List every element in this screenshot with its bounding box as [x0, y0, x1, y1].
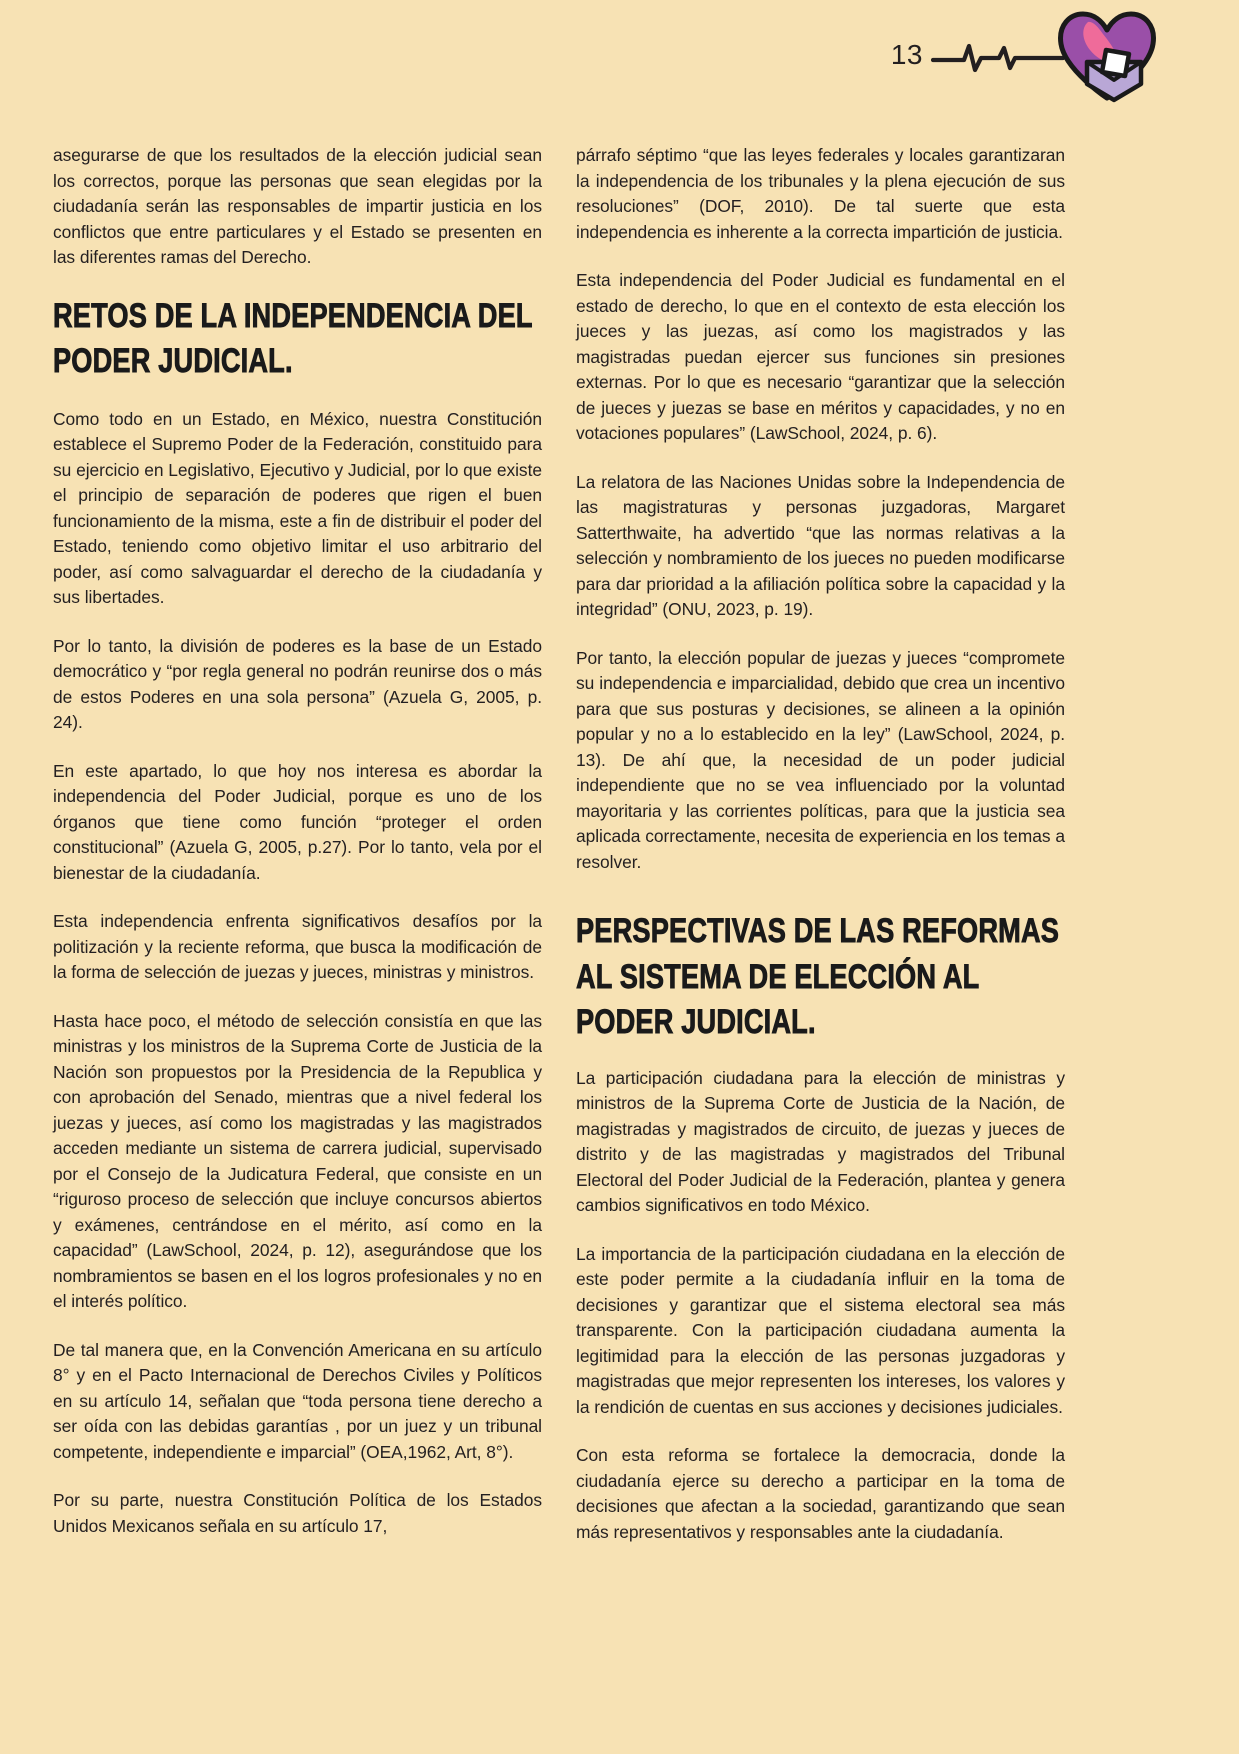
paragraph: Por su parte, nuestra Constitución Política de los Estados Unidos Mexicanos señala en su artículo 17,	[53, 1490, 542, 1536]
left-column	[53, 143, 542, 1545]
paragraph: De tal manera que, en la Convención Americana en su artículo 8° y en el Pacto Internacional de Derechos Civiles y Políticos en su artículo 14, señalan que “toda persona tiene derecho a ser oída con las debidas garantías , por un juez y un tribunal competente, independiente e imparcial” (OEA,1962, Art, 8°).	[53, 1339, 542, 1462]
paragraph: Esta independencia enfrenta significativos desafíos por la politización y la reciente reforma, que busca la modificación de la forma de selección de juezas y jueces, ministras y ministros.	[53, 911, 542, 983]
paragraph: Por lo tanto, la división de poderes es la base de un Estado democrático y “por regla general no podrán reunirse dos o más de estos Poderes en una sola persona” (Azuela G, 2005, p. 24).	[53, 635, 542, 733]
paragraph: La participación ciudadana para la elección de ministras y ministros de la Suprema Corte de Justicia de la Nación, de magistradas y magistrados de circuito, de juezas y jueces de distrito y de las magistradas y magistrados del Tribunal Electoral del Poder Judicial de la Federación, plantea y genera cambios significativos en todo México.	[576, 1067, 1065, 1216]
paragraph: Con esta reforma se fortalece la democracia, donde la ciudadanía ejerce su derecho a participar en la toma de decisiones que afectan a la sociedad, garantizando que sean más representativos y responsables ante la ciudadanía.	[576, 1445, 1065, 1542]
heartbeat-line-icon	[931, 36, 1067, 76]
section-heading-perspectivas: PERSPECTIVAS DE LAS REFORMAS AL SISTEMA DE ELECCIÓN AL PODER JUDICIAL.	[576, 912, 1060, 1042]
section-heading-retos: RETOS DE LA INDEPENDENCIA DEL PODER JUDICIAL.	[53, 296, 533, 381]
paragraph: Como todo en un Estado, en México, nuestra Constitución establece el Supremo Poder de la Federación, constituido para su ejercicio en Legislativo, Ejecutivo y Judicial, por lo que existe el principio de separación de poderes que rigen el buen funcionamiento de la misma, este a fin de distribuir el poder del Estado, teniendo como objetivo limitar el uso arbitrario del poder, así como salvaguardar el derecho de la ciudadanía y sus libertades.	[53, 408, 542, 608]
paragraph: Por tanto, la elección popular de juezas y jueces “compromete su independencia e imparcialidad, debido que crea un incentivo para que sus posturas y decisiones, se alineen a la opinión popular y no a lo establecido en la ley” (LawSchool, 2024, p. 13). De ahí que, la necesidad de un poder judicial independiente que no se vea influenciado por la voluntad mayoritaria y las corrientes políticas, para que la justicia sea aplicada correctamente, necesita de experiencia en los temas a resolver.	[576, 647, 1065, 872]
paragraph: Hasta hace poco, el método de selección consistía en que las ministras y los ministros de la Suprema Corte de Justicia de la Nación son propuestos por la Presidencia de la Republica y con aprobación del Senado, mientras que a nivel federal los juezas y jueces, así como los magistradas y las magistrados acceden mediante un sistema de carrera judicial, supervisado por el Consejo de la Judicatura Federal, que consiste en un “riguroso proceso de selección que incluye concursos abiertos y exámenes, centrándose en el mérito, así como en la capacidad” (LawSchool, 2024, p. 12), asegurándose que los nombramientos se basen en el los logros profesionales y no en el interés político.	[53, 1010, 542, 1312]
heart-with-ballot-envelope-icon	[1053, 8, 1161, 104]
folio-group	[891, 8, 1161, 104]
two-column-body	[53, 143, 1188, 1545]
page-number: 13	[890, 39, 923, 70]
paragraph: En este apartado, lo que hoy nos interesa es abordar la independencia del Poder Judicial, porque es uno de los órganos que tiene como función “proteger el orden constitucional” (Azuela G, 2005, p.27). Por lo tanto, vela por el bienestar de la ciudadanía.	[53, 760, 542, 883]
paragraph: Esta independencia del Poder Judicial es fundamental en el estado de derecho, lo que en el contexto de esta elección los jueces y las juezas, así como los magistrados y las magistradas puedan ejercer sus funciones sin presiones externas. Por lo que es necesario “garantizar que la selección de jueces y juezas se base en méritos y capacidades, y no en votaciones populares” (LawSchool, 2024, p. 6).	[576, 270, 1065, 443]
page-header	[0, 0, 1239, 112]
paragraph: párrafo séptimo “que las leyes federales y locales garantizaran la independencia de los tribunales y la plena ejecución de sus resoluciones” (DOF, 2010). De tal suerte que esta independencia es inherente a la correcta impartición de justicia.	[576, 145, 1065, 242]
paragraph: La relatora de las Naciones Unidas sobre la Independencia de las magistraturas y personas juzgadoras, Margaret Satterthwaite, ha advertido “que las normas relativas a la selección y nombramiento de los jueces no pueden modificarse para dar prioridad a la afiliación política sobre la capacidad y la integridad” (ONU, 2023, p. 19).	[576, 471, 1065, 619]
right-column	[576, 143, 1065, 1545]
paragraph: La importancia de la participación ciudadana en la elección de este poder permite a la ciudadanía influir en la toma de decisiones y garantizar que el sistema electoral sea más transparente. Con la participación ciudadana aumenta la legitimidad para la elección de las personas juzgadoras y magistradas que mejor representen los intereses, los valores y la rendición de cuentas en sus acciones y decisiones judiciales.	[576, 1243, 1065, 1417]
paragraph: asegurarse de que los resultados de la elección judicial sean los correctos, porque las personas que sean elegidas por la ciudadanía serán las responsables de impartir justicia en los conflictos que entre particulares y el Estado se presenten en las diferentes ramas del Derecho.	[53, 145, 542, 267]
